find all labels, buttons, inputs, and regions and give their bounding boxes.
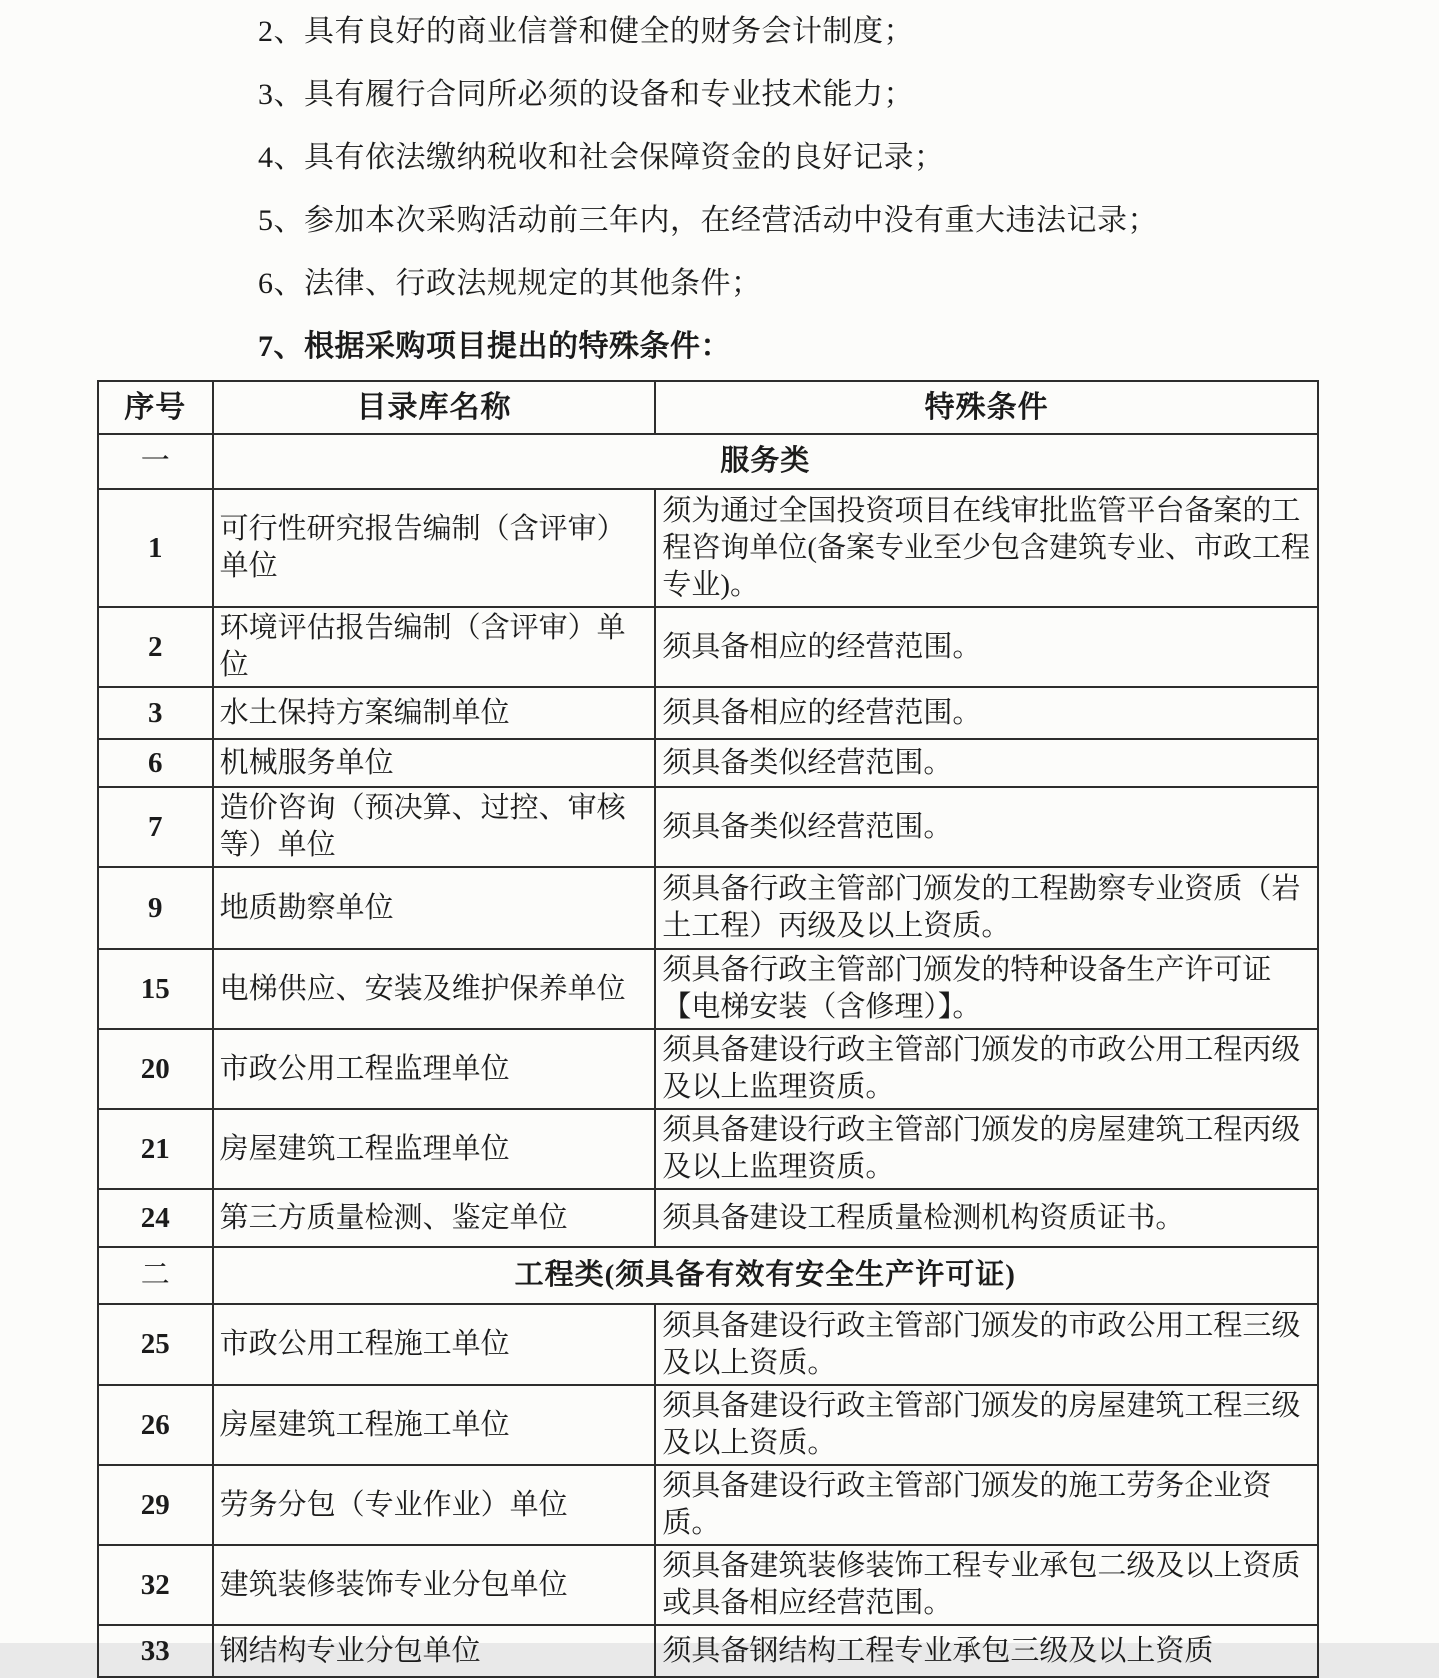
section-row-services <box>98 434 1318 489</box>
table-row <box>98 607 1318 687</box>
cell-section-label: 工程类(须具备有效有安全生产许可证) <box>213 1247 1318 1304</box>
cell-condition: 须具备相应的经营范围。 <box>655 607 1318 687</box>
table-row <box>98 739 1318 787</box>
qualification-conditions-list <box>258 12 1379 390</box>
cell-name: 房屋建筑工程施工单位 <box>213 1385 656 1465</box>
cell-no: 26 <box>98 1385 213 1465</box>
cell-name: 市政公用工程施工单位 <box>213 1304 656 1385</box>
intro-item-2: 2、具有良好的商业信誉和健全的财务会计制度； <box>258 15 914 48</box>
cell-condition: 须具备建设行政主管部门颁发的房屋建筑工程三级及以上资质。 <box>655 1385 1318 1465</box>
cell-condition: 须具备建设行政主管部门颁发的施工劳务企业资质。 <box>655 1465 1318 1545</box>
table-row <box>98 1304 1318 1385</box>
col-header-special-condition: 特殊条件 <box>655 381 1318 434</box>
special-conditions-table <box>97 380 1319 1678</box>
cell-name: 水土保持方案编制单位 <box>213 687 656 739</box>
cell-section-no: 一 <box>98 434 213 489</box>
intro-item-6: 6、法律、行政法规规定的其他条件； <box>258 267 762 300</box>
cell-condition: 须具备建筑装修装饰工程专业承包二级及以上资质或具备相应经营范围。 <box>655 1545 1318 1625</box>
cell-name: 地质勘察单位 <box>213 867 656 949</box>
table-row <box>98 1109 1318 1189</box>
intro-item-4: 4、具有依法缴纳税收和社会保障资金的良好记录； <box>258 141 945 174</box>
cell-condition: 须具备钢结构工程专业承包三级及以上资质 <box>655 1625 1318 1677</box>
cell-name: 钢结构专业分包单位 <box>213 1625 656 1677</box>
cell-no: 7 <box>98 787 213 867</box>
cell-name: 可行性研究报告编制（含评审）单位 <box>213 489 656 607</box>
intro-item-7-special-conditions: 7、根据采购项目提出的特殊条件： <box>258 330 731 363</box>
table-row <box>98 1189 1318 1247</box>
cell-condition: 须具备建设行政主管部门颁发的市政公用工程三级及以上资质。 <box>655 1304 1318 1385</box>
col-header-catalog-name: 目录库名称 <box>213 381 656 434</box>
cell-no: 15 <box>98 949 213 1029</box>
cell-name: 造价咨询（预决算、过控、审核等）单位 <box>213 787 656 867</box>
cell-name: 环境评估报告编制（含评审）单位 <box>213 607 656 687</box>
cell-name: 建筑装修装饰专业分包单位 <box>213 1545 656 1625</box>
table-row <box>98 489 1318 607</box>
intro-item-3: 3、具有履行合同所必须的设备和专业技术能力； <box>258 78 914 111</box>
table-row <box>98 687 1318 739</box>
cell-no: 6 <box>98 739 213 787</box>
cell-condition: 须具备类似经营范围。 <box>655 787 1318 867</box>
cell-section-label: 服务类 <box>213 434 1318 489</box>
cell-no: 3 <box>98 687 213 739</box>
cell-no: 25 <box>98 1304 213 1385</box>
intro-item-5: 5、参加本次采购活动前三年内，在经营活动中没有重大违法记录； <box>258 204 1158 237</box>
table-row <box>98 867 1318 949</box>
cell-section-no: 二 <box>98 1247 213 1304</box>
cell-no: 24 <box>98 1189 213 1247</box>
table-row <box>98 1385 1318 1465</box>
cell-condition: 须具备类似经营范围。 <box>655 739 1318 787</box>
header-row <box>98 381 1318 434</box>
cell-condition: 须具备相应的经营范围。 <box>655 687 1318 739</box>
cell-no: 2 <box>98 607 213 687</box>
cell-no: 20 <box>98 1029 213 1109</box>
cell-no: 21 <box>98 1109 213 1189</box>
cell-condition: 须具备行政主管部门颁发的特种设备生产许可证【电梯安装（含修理）】。 <box>655 949 1318 1029</box>
table-row <box>98 787 1318 867</box>
section-row-engineering <box>98 1247 1318 1304</box>
cell-condition: 须具备建设行政主管部门颁发的房屋建筑工程丙级及以上监理资质。 <box>655 1109 1318 1189</box>
cell-no: 33 <box>98 1625 213 1677</box>
table-row <box>98 949 1318 1029</box>
cell-name: 第三方质量检测、鉴定单位 <box>213 1189 656 1247</box>
cell-name: 机械服务单位 <box>213 739 656 787</box>
cell-name: 房屋建筑工程监理单位 <box>213 1109 656 1189</box>
cell-name: 劳务分包（专业作业）单位 <box>213 1465 656 1545</box>
cell-condition: 须具备建设工程质量检测机构资质证书。 <box>655 1189 1318 1247</box>
cell-no: 32 <box>98 1545 213 1625</box>
col-header-index: 序号 <box>98 381 213 434</box>
table-row <box>98 1465 1318 1545</box>
cell-condition: 须为通过全国投资项目在线审批监管平台备案的工程咨询单位(备案专业至少包含建筑专业、市政工程专业)。 <box>655 489 1318 607</box>
cell-name: 电梯供应、安装及维护保养单位 <box>213 949 656 1029</box>
cell-no: 29 <box>98 1465 213 1545</box>
table-row <box>98 1545 1318 1625</box>
table-row <box>98 1029 1318 1109</box>
cell-name: 市政公用工程监理单位 <box>213 1029 656 1109</box>
cell-no: 1 <box>98 489 213 607</box>
cell-condition: 须具备行政主管部门颁发的工程勘察专业资质（岩土工程）丙级及以上资质。 <box>655 867 1318 949</box>
cell-condition: 须具备建设行政主管部门颁发的市政公用工程丙级及以上监理资质。 <box>655 1029 1318 1109</box>
table-row <box>98 1625 1318 1677</box>
cell-no: 9 <box>98 867 213 949</box>
